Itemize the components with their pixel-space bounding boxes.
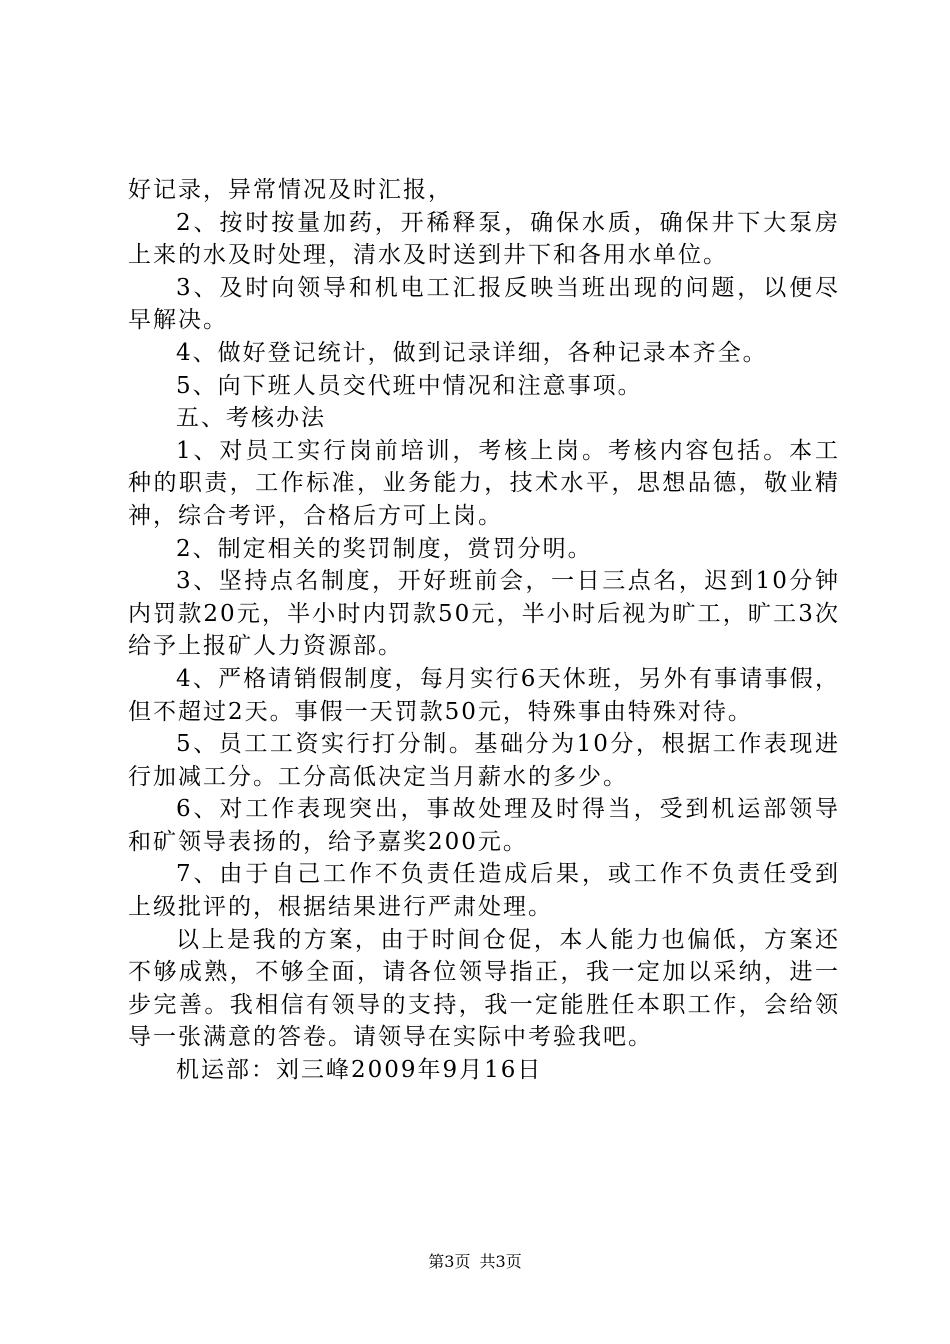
signature-line: 机运部：刘三峰2009年9月16日 <box>176 1057 543 1084</box>
paragraph-assessment-3: 3、坚持点名制度，开好班前会，一日三点名，迟到10分钟内罚款20元，半小时内罚款50元，半小时后视为旷工，旷工3次给予上报矿人力资源部。 <box>128 568 840 660</box>
paragraph-assessment-5: 5、员工工资实行打分制。基础分为10分，根据工作表现进行加减工分。工分高低决定当月薪水的多少。 <box>128 731 840 790</box>
paragraph-duty-3: 3、及时向领导和机电工汇报反映当班出现的问题，以便尽早解决。 <box>128 274 840 334</box>
page-number-current: 第3页 <box>428 1252 471 1271</box>
paragraph-duty-2: 2、按时按量加药，开稀释泵，确保水质，确保井下大泵房上来的水及时处理，清水及时送到井下和各用水单位。 <box>128 209 840 269</box>
document-body <box>128 174 840 1087</box>
paragraph-assessment-6: 6、对工作表现突出，事故处理及时得当，受到机运部领导和矿领导表扬的，给予嘉奖200元。 <box>128 796 840 855</box>
section-heading-assessment: 五、考核办法 <box>176 405 326 432</box>
paragraph-duty-4: 4、做好登记统计，做到记录详细，各种记录本齐全。 <box>176 339 768 366</box>
page-number-total: 共3页 <box>479 1252 522 1271</box>
paragraph-conclusion: 以上是我的方案，由于时间仓促，本人能力也偏低，方案还不够成熟，不够全面，请各位领导指正，我一定加以采纳，进一步完善。我相信有领导的支持，我一定能胜任本职工作，会给领导一张满意的答卷。请领导在实际中考验我吧。 <box>128 926 840 1051</box>
paragraph-assessment-4: 4、严格请销假制度，每月实行6天休班，另外有事请事假，但不超过2天。事假一天罚款50元，特殊事由特殊对待。 <box>128 665 840 725</box>
paragraph-assessment-1: 1、对员工实行岗前培训，考核上岗。考核内容包括。本工种的职责，工作标准，业务能力，技术水平，思想品德，敬业精神，综合考评，合格后方可上岗。 <box>128 437 840 529</box>
paragraph-continuation: 好记录，异常情况及时汇报， <box>128 177 453 203</box>
paragraph-assessment-2: 2、制定相关的奖罚制度，赏罚分明。 <box>176 535 593 562</box>
paragraph-assessment-7: 7、由于自己工作不负责任造成后果，或工作不负责任受到上级批评的，根据结果进行严肃处理。 <box>128 861 840 921</box>
paragraph-duty-5: 5、向下班人员交代班中情况和注意事项。 <box>176 372 643 399</box>
page-footer <box>0 1252 950 1272</box>
